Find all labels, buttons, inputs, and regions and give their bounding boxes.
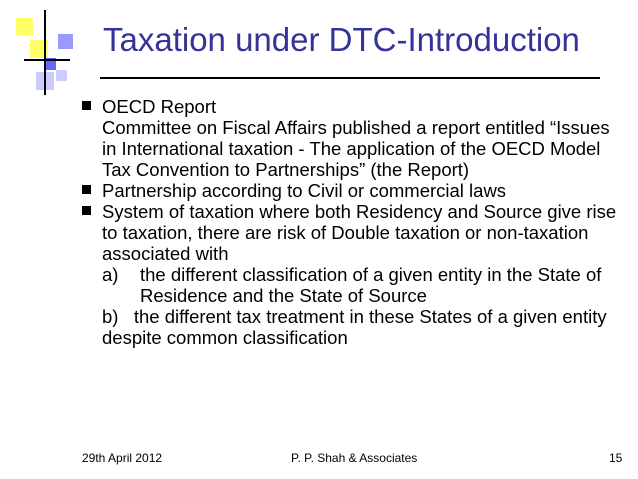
slide-body (78, 96, 626, 348)
decorative-square (58, 34, 73, 49)
sub-item-text: the different classification of a given entity in the State of Residence and the State of Source (140, 264, 602, 306)
bullet-text: Partnership according to Civil or commercial laws (102, 180, 507, 201)
sub-item-a (78, 264, 626, 306)
bullet-item (78, 96, 626, 117)
decorative-vertical-line (44, 10, 46, 95)
bullet-item (78, 201, 626, 264)
footer-date: 29th April 2012 (82, 451, 163, 465)
sub-item-label: a) (102, 264, 119, 285)
sub-item-b: b) the different tax treatment in these States of a given entity despite common classification (102, 306, 612, 348)
title-underline (100, 77, 600, 79)
decorative-horizontal-line (24, 59, 70, 61)
bullet-text: OECD Report (102, 96, 217, 117)
page-number: 15 (609, 451, 623, 465)
decorative-square (16, 18, 33, 35)
square-bullet-icon (82, 101, 91, 110)
square-bullet-icon (82, 206, 91, 215)
decorative-square (56, 70, 67, 81)
square-bullet-icon (82, 185, 91, 194)
footer-company: P. P. Shah & Associates (291, 451, 418, 465)
slide-title: Taxation under DTC-Introduction (103, 21, 580, 58)
bullet-item (78, 180, 626, 201)
bullet-paragraph: Committee on Fiscal Affairs published a report entitled “Issues in International taxation - The application of the OECD Model Tax Convention to Partnerships” (the Report) (102, 117, 610, 180)
bullet-text: System of taxation where both Residency and Source give rise to taxation, there are risk of Double taxation or non-taxation associated with (102, 201, 617, 264)
